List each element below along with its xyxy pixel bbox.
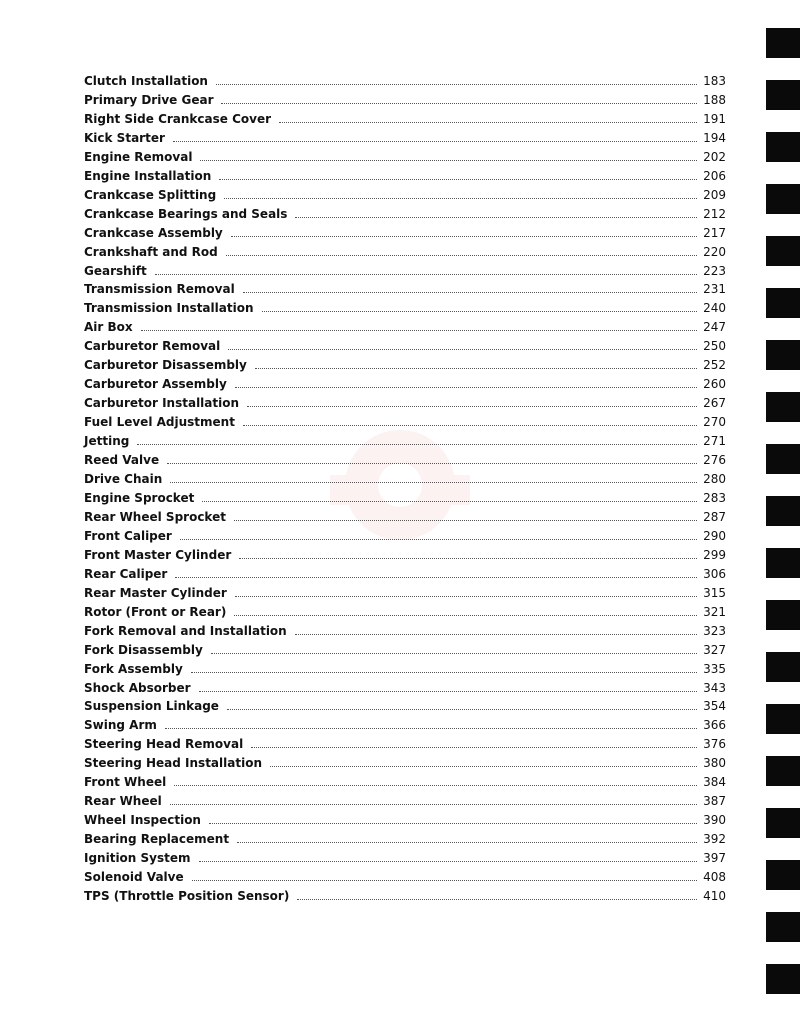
toc-entry-page-number: 191: [703, 111, 726, 126]
toc-entry-page-number: 315: [703, 585, 726, 600]
section-tab-mark: [766, 184, 800, 214]
toc-dot-leader: [234, 514, 697, 521]
toc-dot-leader: [191, 666, 697, 673]
toc-entry[interactable]: [84, 887, 726, 906]
toc-entry-page-number: 267: [703, 396, 726, 411]
toc-entry[interactable]: [84, 754, 726, 773]
toc-entry-title: Air Box: [84, 320, 133, 335]
toc-entry[interactable]: [84, 318, 726, 337]
toc-entry-page-number: 183: [703, 74, 726, 88]
toc-entry-page-number: 247: [703, 320, 726, 335]
toc-entry-title: Transmission Installation: [84, 301, 254, 316]
toc-entry-title: Fork Removal and Installation: [84, 623, 287, 638]
toc-entry-page-number: 209: [703, 187, 726, 202]
toc-dot-leader: [235, 590, 697, 597]
toc-entry-title: Wheel Inspection: [84, 813, 201, 828]
toc-entry[interactable]: [84, 129, 726, 148]
section-tab-strip: [760, 0, 800, 1035]
toc-entry-page-number: 321: [703, 604, 726, 619]
toc-entry-page-number: 188: [703, 92, 726, 107]
toc-dot-leader: [211, 647, 697, 654]
section-tab-mark: [766, 340, 800, 370]
section-tab-mark: [766, 756, 800, 786]
toc-entry-page-number: 354: [703, 699, 726, 714]
section-tab-mark: [766, 652, 800, 682]
toc-entry[interactable]: [84, 697, 726, 716]
toc-entry-title: Crankshaft and Rod: [84, 244, 218, 259]
toc-entry[interactable]: [84, 716, 726, 735]
toc-entry-page-number: 380: [703, 756, 726, 771]
toc-entry-page-number: 299: [703, 547, 726, 562]
section-tab-mark: [766, 964, 800, 994]
toc-dot-leader: [226, 249, 697, 256]
toc-entry[interactable]: [84, 679, 726, 698]
toc-entry[interactable]: [84, 546, 726, 565]
section-tab-mark: [766, 496, 800, 526]
toc-entry-title: TPS (Throttle Position Sensor): [84, 888, 290, 903]
toc-dot-leader: [180, 533, 697, 540]
toc-entry[interactable]: [84, 584, 726, 603]
toc-entry-title: Engine Removal: [84, 149, 193, 164]
toc-entry-title: Carburetor Disassembly: [84, 358, 247, 373]
toc-entry-title: Front Master Cylinder: [84, 547, 232, 562]
toc-entry[interactable]: [84, 110, 726, 129]
toc-entry[interactable]: [84, 868, 726, 887]
toc-entry-page-number: 384: [703, 775, 726, 790]
toc-entry[interactable]: [84, 470, 726, 489]
toc-dot-leader: [173, 135, 697, 142]
toc-dot-leader: [141, 324, 697, 331]
toc-entry[interactable]: [84, 527, 726, 546]
toc-entry[interactable]: [84, 641, 726, 660]
toc-entry-title: Primary Drive Gear: [84, 92, 214, 107]
toc-entry-page-number: 283: [703, 490, 726, 505]
toc-dot-leader: [199, 685, 698, 692]
toc-entry-title: Crankcase Bearings and Seals: [84, 206, 288, 221]
toc-entry[interactable]: [84, 262, 726, 281]
toc-dot-leader: [170, 476, 697, 483]
toc-entry[interactable]: [84, 224, 726, 243]
toc-entry[interactable]: [84, 375, 726, 394]
toc-entry-page-number: 390: [703, 813, 726, 828]
toc-entry[interactable]: [84, 565, 726, 584]
toc-entry-title: Suspension Linkage: [84, 699, 219, 714]
toc-entry-page-number: 323: [703, 623, 726, 638]
toc-dot-leader: [167, 457, 697, 464]
section-tab-mark: [766, 860, 800, 890]
toc-entry-page-number: 410: [703, 888, 726, 903]
toc-entry[interactable]: [84, 660, 726, 679]
toc-dot-leader: [243, 419, 697, 426]
toc-dot-leader: [174, 779, 697, 786]
toc-entry-page-number: 335: [703, 661, 726, 676]
toc-entry-page-number: 240: [703, 301, 726, 316]
toc-entry[interactable]: [84, 413, 726, 432]
toc-entry-title: Shock Absorber: [84, 680, 191, 695]
toc-entry-page-number: 376: [703, 737, 726, 752]
toc-entry-page-number: 327: [703, 642, 726, 657]
toc-entry-title: Jetting: [84, 434, 130, 449]
toc-dot-leader: [199, 855, 698, 862]
toc-entry-page-number: 280: [703, 472, 726, 487]
toc-entry-title: Engine Installation: [84, 168, 212, 183]
toc-entry-page-number: 252: [703, 358, 726, 373]
toc-entry[interactable]: [84, 451, 726, 470]
toc-dot-leader: [219, 173, 697, 180]
toc-entry-title: Gearshift: [84, 263, 147, 278]
toc-dot-leader: [279, 116, 697, 123]
toc-entry-page-number: 220: [703, 244, 726, 259]
toc-dot-leader: [137, 438, 697, 445]
toc-entry-title: Transmission Removal: [84, 282, 235, 297]
table-of-contents: [84, 72, 726, 906]
toc-entry[interactable]: [84, 148, 726, 167]
toc-entry-page-number: 387: [703, 794, 726, 809]
toc-dot-leader: [227, 703, 697, 710]
toc-dot-leader: [295, 628, 697, 635]
toc-entry[interactable]: [84, 773, 726, 792]
toc-entry-title: Rear Wheel: [84, 794, 162, 809]
toc-entry-page-number: 276: [703, 453, 726, 468]
toc-entry[interactable]: [84, 243, 726, 262]
toc-entry-page-number: 194: [703, 130, 726, 145]
toc-entry-title: Rear Wheel Sprocket: [84, 509, 226, 524]
toc-entry[interactable]: [84, 205, 726, 224]
toc-entry[interactable]: [84, 394, 726, 413]
toc-entry-page-number: 212: [703, 206, 726, 221]
section-tab-mark: [766, 132, 800, 162]
toc-dot-leader: [255, 362, 697, 369]
toc-entry[interactable]: [84, 508, 726, 527]
toc-entry-page-number: 270: [703, 415, 726, 430]
toc-entry-title: Ignition System: [84, 851, 191, 866]
toc-entry[interactable]: [84, 356, 726, 375]
toc-entry-title: Rear Caliper: [84, 566, 168, 581]
toc-dot-leader: [239, 552, 697, 559]
section-tab-mark: [766, 444, 800, 474]
toc-dot-leader: [175, 571, 697, 578]
toc-entry-title: Carburetor Assembly: [84, 377, 227, 392]
toc-entry-title: Carburetor Installation: [84, 396, 240, 411]
toc-entry-page-number: 260: [703, 377, 726, 392]
toc-entry[interactable]: [84, 299, 726, 318]
toc-dot-leader: [237, 836, 697, 843]
toc-entry-title: Reed Valve: [84, 453, 160, 468]
toc-dot-leader: [224, 192, 697, 199]
toc-dot-leader: [228, 343, 697, 350]
toc-entry-title: Steering Head Removal: [84, 737, 244, 752]
section-tab-mark: [766, 600, 800, 630]
section-tab-mark: [766, 80, 800, 110]
section-tab-mark: [766, 288, 800, 318]
toc-entry-page-number: 231: [703, 282, 726, 297]
toc-dot-leader: [270, 760, 697, 767]
toc-dot-leader: [221, 97, 697, 104]
toc-entry-title: Front Wheel: [84, 775, 167, 790]
toc-entry-page-number: 271: [703, 434, 726, 449]
toc-entry-page-number: 290: [703, 528, 726, 543]
toc-entry-page-number: 306: [703, 566, 726, 581]
toc-entry[interactable]: [84, 337, 726, 356]
section-tab-mark: [766, 392, 800, 422]
toc-entry-page-number: 366: [703, 718, 726, 733]
toc-entry-title: Right Side Crankcase Cover: [84, 111, 272, 126]
toc-entry-title: Bearing Replacement: [84, 832, 230, 847]
toc-dot-leader: [155, 268, 697, 275]
toc-entry-title: Swing Arm: [84, 718, 157, 733]
toc-entry-page-number: 217: [703, 225, 726, 240]
toc-entry[interactable]: [84, 735, 726, 754]
toc-entry-page-number: 408: [703, 870, 726, 885]
toc-dot-leader: [295, 211, 697, 218]
toc-entry[interactable]: [84, 432, 726, 451]
toc-entry-title: Drive Chain: [84, 472, 163, 487]
toc-dot-leader: [165, 722, 697, 729]
toc-entry-page-number: 202: [703, 149, 726, 164]
toc-dot-leader: [216, 78, 697, 85]
toc-entry-page-number: 250: [703, 339, 726, 354]
toc-entry-title: Solenoid Valve: [84, 870, 184, 885]
toc-entry-page-number: 397: [703, 851, 726, 866]
toc-dot-leader: [202, 495, 697, 502]
toc-entry[interactable]: [84, 280, 726, 299]
toc-dot-leader: [231, 230, 697, 237]
toc-dot-leader: [200, 154, 697, 161]
section-tab-mark: [766, 548, 800, 578]
toc-entry-page-number: 223: [703, 263, 726, 278]
toc-dot-leader: [247, 400, 697, 407]
toc-entry[interactable]: [84, 792, 726, 811]
section-tab-mark: [766, 808, 800, 838]
section-tab-mark: [766, 912, 800, 942]
toc-entry[interactable]: [84, 72, 726, 91]
toc-entry-page-number: 343: [703, 680, 726, 695]
toc-dot-leader: [209, 817, 697, 824]
toc-dot-leader: [251, 741, 697, 748]
toc-entry-title: Front Caliper: [84, 528, 172, 543]
toc-entry-page-number: 392: [703, 832, 726, 847]
toc-dot-leader: [243, 286, 697, 293]
toc-entry[interactable]: [84, 622, 726, 641]
section-tab-mark: [766, 28, 800, 58]
toc-entry-title: Crankcase Splitting: [84, 187, 217, 202]
toc-dot-leader: [262, 305, 698, 312]
toc-dot-leader: [170, 798, 697, 805]
toc-entry-title: Steering Head Installation: [84, 756, 262, 771]
toc-entry-title: Carburetor Removal: [84, 339, 221, 354]
toc-dot-leader: [192, 874, 697, 881]
toc-entry-page-number: 206: [703, 168, 726, 183]
toc-entry[interactable]: [84, 849, 726, 868]
toc-entry[interactable]: [84, 167, 726, 186]
toc-entry[interactable]: [84, 91, 726, 110]
toc-dot-leader: [234, 609, 697, 616]
toc-dot-leader: [297, 893, 697, 900]
toc-entry-title: Fork Disassembly: [84, 642, 203, 657]
section-tab-mark: [766, 236, 800, 266]
toc-entry[interactable]: [84, 811, 726, 830]
toc-entry-title: Kick Starter: [84, 130, 165, 145]
toc-entry[interactable]: [84, 489, 726, 508]
toc-entry-title: Rotor (Front or Rear): [84, 604, 227, 619]
toc-entry-page-number: 287: [703, 509, 726, 524]
toc-entry-title: Engine Sprocket: [84, 490, 195, 505]
toc-entry-title: Clutch Installation: [84, 74, 208, 88]
toc-entry[interactable]: [84, 830, 726, 849]
toc-entry-title: Rear Master Cylinder: [84, 585, 227, 600]
toc-dot-leader: [235, 381, 697, 388]
toc-entry-title: Fork Assembly: [84, 661, 183, 676]
toc-entry-title: Crankcase Assembly: [84, 225, 223, 240]
toc-entry[interactable]: [84, 603, 726, 622]
toc-entry-title: Fuel Level Adjustment: [84, 415, 235, 430]
section-tab-mark: [766, 704, 800, 734]
toc-entry[interactable]: [84, 186, 726, 205]
